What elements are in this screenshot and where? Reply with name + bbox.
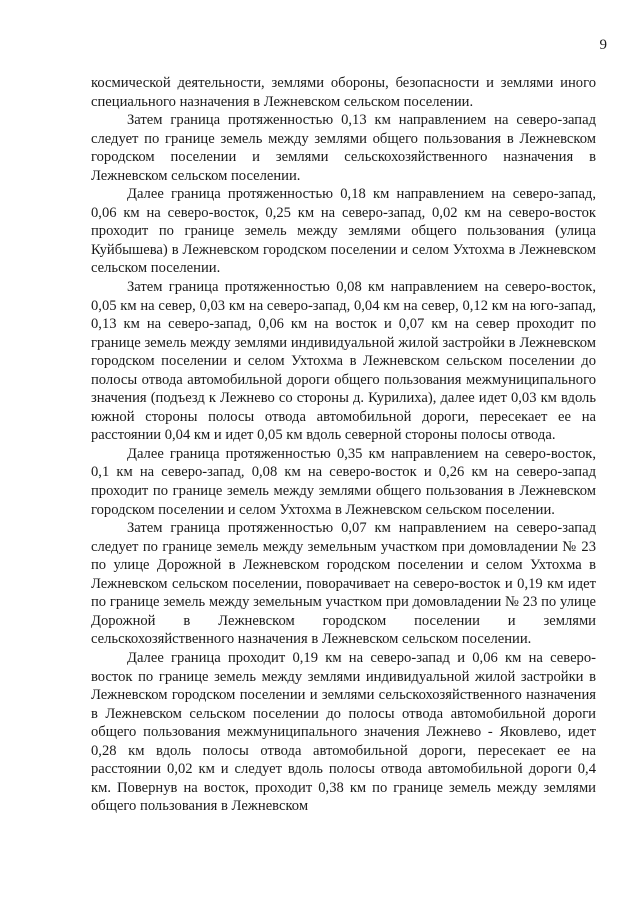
document-body xyxy=(91,74,596,816)
paragraph: Далее граница проходит 0,19 км на северо-запад и 0,06 км на северо-восток по границе земель между землями индивидуальной жилой застройки в Лежневском городском поселении и землями сельскохозяйственного назначения в Лежневском сельском поселении до полосы отвода автомобильной дороги общего пользования межмуниципального значения Лежнево - Яковлево, идет 0,28 км вдоль полосы отвода автомобильной дороги, пересекает ее на расстоянии 0,02 км и следует вдоль полосы отвода автомобильной дороги 0,4 км. Повернув на восток, проходит 0,38 км по границе земель между землями общего пользования в Лежневском xyxy=(91,649,596,815)
paragraph: Затем граница протяженностью 0,07 км направлением на северо-запад следует по границе земель между земельным участком при домовладении № 23 по улице Дорожной в Лежневском городском поселении и селом Ухтохма в Лежневском сельском поселении, поворачивает на северо-восток и 0,19 км идет по границе земель между земельным участком при домовладении № 23 по улице Дорожной в Лежневском городском поселении и землями сельскохозяйственного назначения в Лежневском сельском поселении. xyxy=(91,520,596,648)
page-number: 9 xyxy=(599,37,607,53)
paragraph: Затем граница протяженностью 0,13 км направлением на северо-запад следует по границе земель между землями общего пользования в Лежневском городском поселении и землями сельскохозяйственного назначения в Лежневском сельском поселении. xyxy=(91,112,596,184)
paragraph-continuation: космической деятельности, землями обороны, безопасности и землями иного специального назначения в Лежневском сельском поселении. xyxy=(91,75,596,110)
paragraph: Далее граница протяженностью 0,35 км направлением на северо-восток, 0,1 км на северо-запад, 0,08 км на северо-восток и 0,26 км на северо-запад проходит по границе земель между землями общего пользования в Лежневском городском поселении и селом Ухтохма в Лежневском сельском поселении. xyxy=(91,445,596,518)
paragraph: Далее граница протяженностью 0,18 км направлением на северо-запад, 0,06 км на северо-восток, 0,25 км на северо-запад, 0,02 км на северо-восток проходит по границе земель между землями общего пользования (улица Куйбышева) в Лежневском городском поселении и селом Ухтохма в Лежневском сельском поселении. xyxy=(91,186,596,277)
paragraph: Затем граница протяженностью 0,08 км направлением на северо-восток, 0,05 км на север, 0,03 км на северо-запад, 0,04 км на север, 0,12 км на юго-запад, 0,13 км на северо-запад, 0,06 км на восток и 0,07 км на север проходит по границе земель между землями индивидуальной жилой застройки в Лежневском городском поселении и селом Ухтохма в Лежневском сельском поселении до полосы отвода автомобильной дороги общего пользования межмуниципального значения (подъезд к Лежнево со стороны д. Курилиха), далее идет 0,03 км вдоль южной стороны полосы отвода автомобильной дороги, пересекает ее на расстоянии 0,04 км и идет 0,05 км вдоль северной стороны полосы отвода. xyxy=(91,279,596,444)
